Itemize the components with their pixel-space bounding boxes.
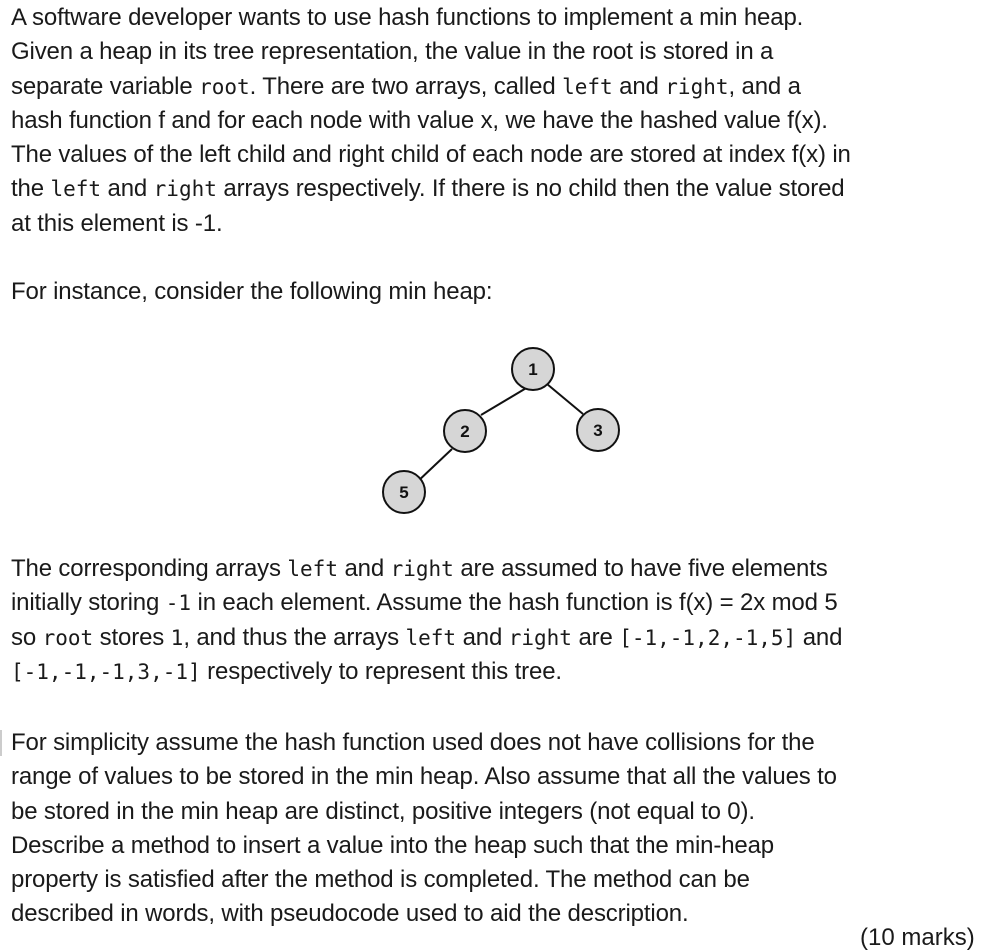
intro-line-5: The values of the left child and right child of each node are stored at index f(x) in [11, 141, 851, 169]
task-line-1: For simplicity assume the hash function used does not have collisions for the [11, 729, 815, 756]
intro-line-3: separate variable root. There are two arrays, called left and right, and a [11, 72, 801, 100]
tree-node-left [444, 410, 486, 452]
task-paragraph [11, 726, 991, 932]
arrays-line-2: initially storing -1 in each element. Assume the hash function is f(x) = 2x mod 5 [11, 589, 838, 617]
code-right-array: [-1,-1,-1,3,-1] [11, 659, 201, 684]
task-line-2: range of values to be stored in the min heap. Also assume that all the values to [11, 763, 837, 791]
task-line-6: described in words, with pseudocode used to aid the description. [11, 900, 689, 928]
intro-line-4: hash function f and for each node with value x, we have the hashed value f(x). [11, 106, 828, 134]
tree-node-left-label: 2 [460, 422, 470, 441]
task-line-4: Describe a method to insert a value into the heap such that the min-heap [11, 831, 775, 859]
code-left: left [50, 177, 102, 202]
code-left: left [405, 625, 457, 650]
margin-mark [0, 730, 2, 756]
example-lead-line: For instance, consider the following min heap: [11, 278, 493, 305]
intro-line-1: A software developer wants to use hash functions to implement a min heap. [11, 4, 804, 31]
arrays-line-1: The corresponding arrays left and right are assumed to have five elements [11, 555, 828, 582]
tree-node-left-left-label: 5 [399, 483, 409, 502]
code-minus-one: -1 [165, 591, 191, 616]
tree-node-root [512, 348, 554, 390]
code-left: left [287, 557, 338, 581]
tree-node-right-label: 3 [593, 421, 603, 440]
code-left: left [562, 74, 613, 99]
edge-left-leftleft [416, 449, 452, 483]
code-right: right [508, 625, 572, 650]
marks-label: (10 marks) [860, 924, 975, 951]
task-line-3: be stored in the min heap are distinct, positive integers (not equal to 0). [11, 797, 755, 825]
tree-node-left-left [383, 471, 425, 513]
code-right: right [153, 177, 217, 202]
intro-line-7: at this element is -1. [11, 209, 223, 237]
code-root: root [199, 74, 250, 99]
arrays-explanation-paragraph [11, 552, 991, 689]
task-line-5: property is satisfied after the method is completed. The method can be [11, 866, 750, 894]
edge-root-right [547, 384, 583, 414]
code-one: 1 [170, 625, 184, 650]
intro-line-2: Given a heap in its tree representation, the value in the root is stored in a [11, 38, 774, 66]
tree-node-root-label: 1 [528, 360, 538, 379]
tree-node-right [577, 409, 619, 451]
code-right: right [390, 557, 454, 581]
code-root: root [42, 625, 94, 650]
arrays-line-4: [-1,-1,-1,3,-1] respectively to represent this tree. [11, 657, 562, 685]
code-left-array: [-1,-1,2,-1,5] [619, 625, 797, 650]
arrays-line-3: so root stores 1, and thus the arrays left and right are [-1,-1,2,-1,5] and [11, 623, 843, 651]
intro-line-6: the left and right arrays respectively. If there is no child then the value stored [11, 175, 845, 203]
code-right: right [665, 74, 729, 99]
